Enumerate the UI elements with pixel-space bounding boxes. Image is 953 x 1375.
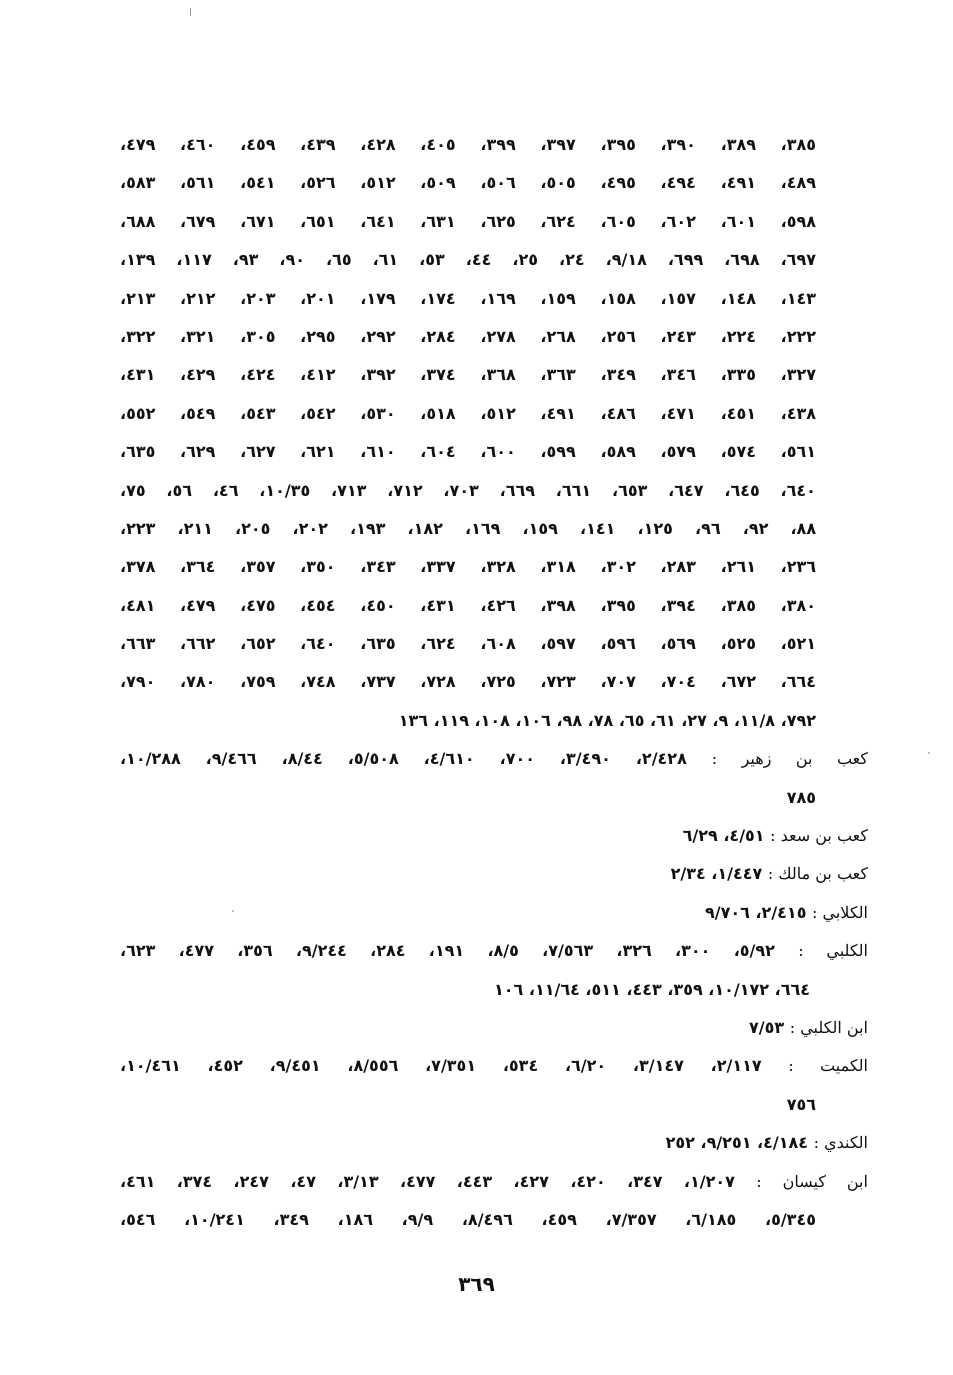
index-line: ٦٦٤، ٦٧٢، ٧٠٤، ٧٠٧، ٧٢٣، ٧٢٥، ٧٢٨، ٧٣٧، ٧٤٨، ٧٥٩، ٧٨٠، ٧٩٠، — [120, 672, 817, 692]
page-number: ٣٦٩ — [458, 1272, 495, 1296]
entry-name: الكميت : — [788, 1056, 868, 1076]
index-entry — [120, 817, 868, 855]
entry-refs: ٢/٤٢٨، ٣/٤٩٠، ٧٠٠، ٤/٦١٠، ٥/٥٠٨، ٨/٤٤، ٩/٤٦٦، ١٠/٢٨٨، — [120, 749, 687, 769]
index-entry — [120, 740, 868, 778]
entry-refs: ٤/١٨٤، ٩/٢٥١، ٢٥٢ — [665, 1133, 809, 1153]
index-line: ٤٣٨، ٤٥١، ٤٧١، ٤٨٦، ٤٩١، ٥١٢، ٥١٨، ٥٣٠، ٥٤٢، ٥٤٣، ٥٤٩، ٥٥٢، — [120, 403, 817, 423]
entry-refs-continued: ٥/٣٤٥، ٦/١٨٥، ٧/٣٥٧، ٤٥٩، ٨/٤٩٦، ٩/٩، ١٨٦، ٣٤٩، ١٠/٢٤١، ٥٤٦، — [120, 1209, 816, 1229]
entry-name: ابن كيسان : — [756, 1171, 868, 1191]
entry-refs: ٧/٥٣ — [749, 1017, 785, 1037]
entry-refs-continued: ٦٦٤، ١٠/١٧٢، ٣٥٩، ٤٤٣، ٥١١، ١١/٦٤، ١٠٦ — [494, 979, 810, 999]
index-line: ٥٩٨، ٦٠١، ٦٠٢، ٦٠٥، ٦٢٤، ٦٢٥، ٦٣١، ٦٤١، ٦٥١، ٦٧١، ٦٧٩، ٦٨٨، — [120, 211, 817, 231]
index-entry — [120, 932, 868, 970]
scan-mark — [190, 8, 191, 16]
index-line: ٢٣٦، ٢٦١، ٢٨٣، ٣٠٢، ٣١٨، ٣٢٨، ٣٣٧، ٣٤٣، ٣٥٠، ٣٥٧، ٣٦٤، ٣٧٨، — [120, 557, 817, 577]
index-line: ٨٨، ٩٢، ٩٦، ١٢٥، ١٤١، ١٥٩، ١٦٩، ١٨٢، ١٩٣، ٢٠٢، ٢٠٥، ٢١١، ٢٢٣، — [120, 518, 817, 538]
entry-refs: ٢/٤١٥، ٩/٧٠٦ — [704, 902, 807, 922]
entry-refs-continued: ٧٨٥ — [786, 787, 816, 807]
entry-refs: ١/٤٤٧، ٢/٣٤ — [670, 864, 763, 884]
index-line: ١٤٣، ١٤٨، ١٥٧، ١٥٨، ١٥٩، ١٦٩، ١٧٤، ١٧٩، ٢٠١، ٢٠٣، ٢١٢، ٢١٣، — [120, 288, 817, 308]
index-entry — [120, 1047, 868, 1085]
index-entry — [120, 855, 868, 893]
index-line: ٦٩٧، ٦٩٨، ٦٩٩، ٩/١٨، ٢٤، ٢٥، ٤٤، ٥٣، ٦١، ٦٥، ٩٠، ٩٣، ١١٧، ١٣٩، — [120, 250, 816, 270]
index-entry — [120, 894, 868, 932]
scan-speck — [928, 752, 930, 754]
entry-name: الكندي : — [813, 1133, 868, 1153]
entry-name: الكلابي : — [812, 902, 868, 922]
index-entry — [120, 1163, 868, 1201]
index-line: ٧٩٢، ١١/٨، ٩، ٢٧، ٦١، ٦٥، ٧٨، ٩٨، ١٠٦، ١٠٨، ١١٩، ١٣٦ — [398, 710, 816, 730]
entry-refs: ٥/٩٢، ٣٠٠، ٣٢٦، ٧/٥٦٣، ٨/٥، ١٩١، ٢٨٤، ٩/٢٤٤، ٣٥٦، ٤٧٧، ٦٢٣، — [120, 941, 775, 961]
index-text — [120, 126, 868, 1239]
entry-name: كعب بن مالك : — [767, 864, 868, 884]
entry-name: ابن الكلبي : — [789, 1017, 868, 1037]
entry-refs: ٢/١١٧، ٣/١٤٧، ٦/٢٠، ٥٣٤، ٧/٣٥١، ٨/٥٥٦، ٩/٤٥١، ٤٥٢، ١٠/٤٦١، — [120, 1056, 762, 1076]
index-entry — [120, 1009, 868, 1047]
entry-refs: ١/٢٠٧، ٣٤٧، ٤٢٠، ٤٢٧، ٤٤٣، ٤٧٧، ٣/١٣، ٤٧، ٢٤٧، ٣٧٤، ٤٦١، — [120, 1171, 735, 1191]
entry-refs: ٤/٥١، ٦/٢٩ — [682, 826, 765, 846]
entry-name: كعب بن زهير : — [711, 749, 868, 769]
index-line: ٣٨٠، ٣٨٥، ٣٩٤، ٣٩٥، ٣٩٨، ٤٢٦، ٤٣١، ٤٥٠، ٤٥٤، ٤٧٥، ٤٧٩، ٤٨١، — [120, 595, 817, 615]
index-line: ٥٦١، ٥٧٤، ٥٧٩، ٥٨٩، ٥٩٩، ٦٠٠، ٦٠٤، ٦١٠، ٦٢١، ٦٢٧، ٦٢٩، ٦٣٥، — [120, 442, 817, 462]
index-line: ٥٢١، ٥٢٥، ٥٦٩، ٥٩٦، ٥٩٧، ٦٠٨، ٦٢٤، ٦٣٥، ٦٤٠، ٦٥٢، ٦٦٢، ٦٦٣، — [120, 634, 817, 654]
index-line: ٦٤٠، ٦٤٥، ٦٤٧، ٦٥٣، ٦٦١، ٦٦٩، ٧٠٣، ٧١٢، ٧١٣، ١٠/٣٥، ٤٦، ٥٦، ٧٥، — [120, 480, 816, 500]
index-line: ٣٨٥، ٣٨٩، ٣٩٠، ٣٩٥، ٣٩٧، ٣٩٩، ٤٠٥، ٤٢٨، ٤٣٩، ٤٥٩، ٤٦٠، ٤٧٩، — [120, 135, 817, 154]
index-line: ٣٢٧، ٣٣٥، ٣٤٦، ٣٤٩، ٣٦٣، ٣٦٨، ٣٧٤، ٣٩٢، ٤١٢، ٤٢٤، ٤٢٩، ٤٣١، — [120, 365, 817, 385]
entry-name: الكلبي : — [798, 941, 868, 961]
entry-refs-continued: ٧٥٦ — [786, 1094, 816, 1114]
index-line: ٢٢٢، ٢٢٤، ٢٤٣، ٢٥٦، ٢٦٨، ٢٧٨، ٢٨٤، ٢٩٢، ٢٩٥، ٣٠٥، ٣٢١، ٣٢٢، — [120, 326, 817, 346]
index-entry — [120, 1124, 868, 1162]
index-line: ٤٨٩، ٤٩١، ٤٩٤، ٤٩٥، ٥٠٥، ٥٠٦، ٥٠٩، ٥١٢، ٥٢٦، ٥٤١، ٥٦١، ٥٨٣، — [120, 173, 817, 193]
entry-name: كعب بن سعد : — [770, 826, 868, 846]
